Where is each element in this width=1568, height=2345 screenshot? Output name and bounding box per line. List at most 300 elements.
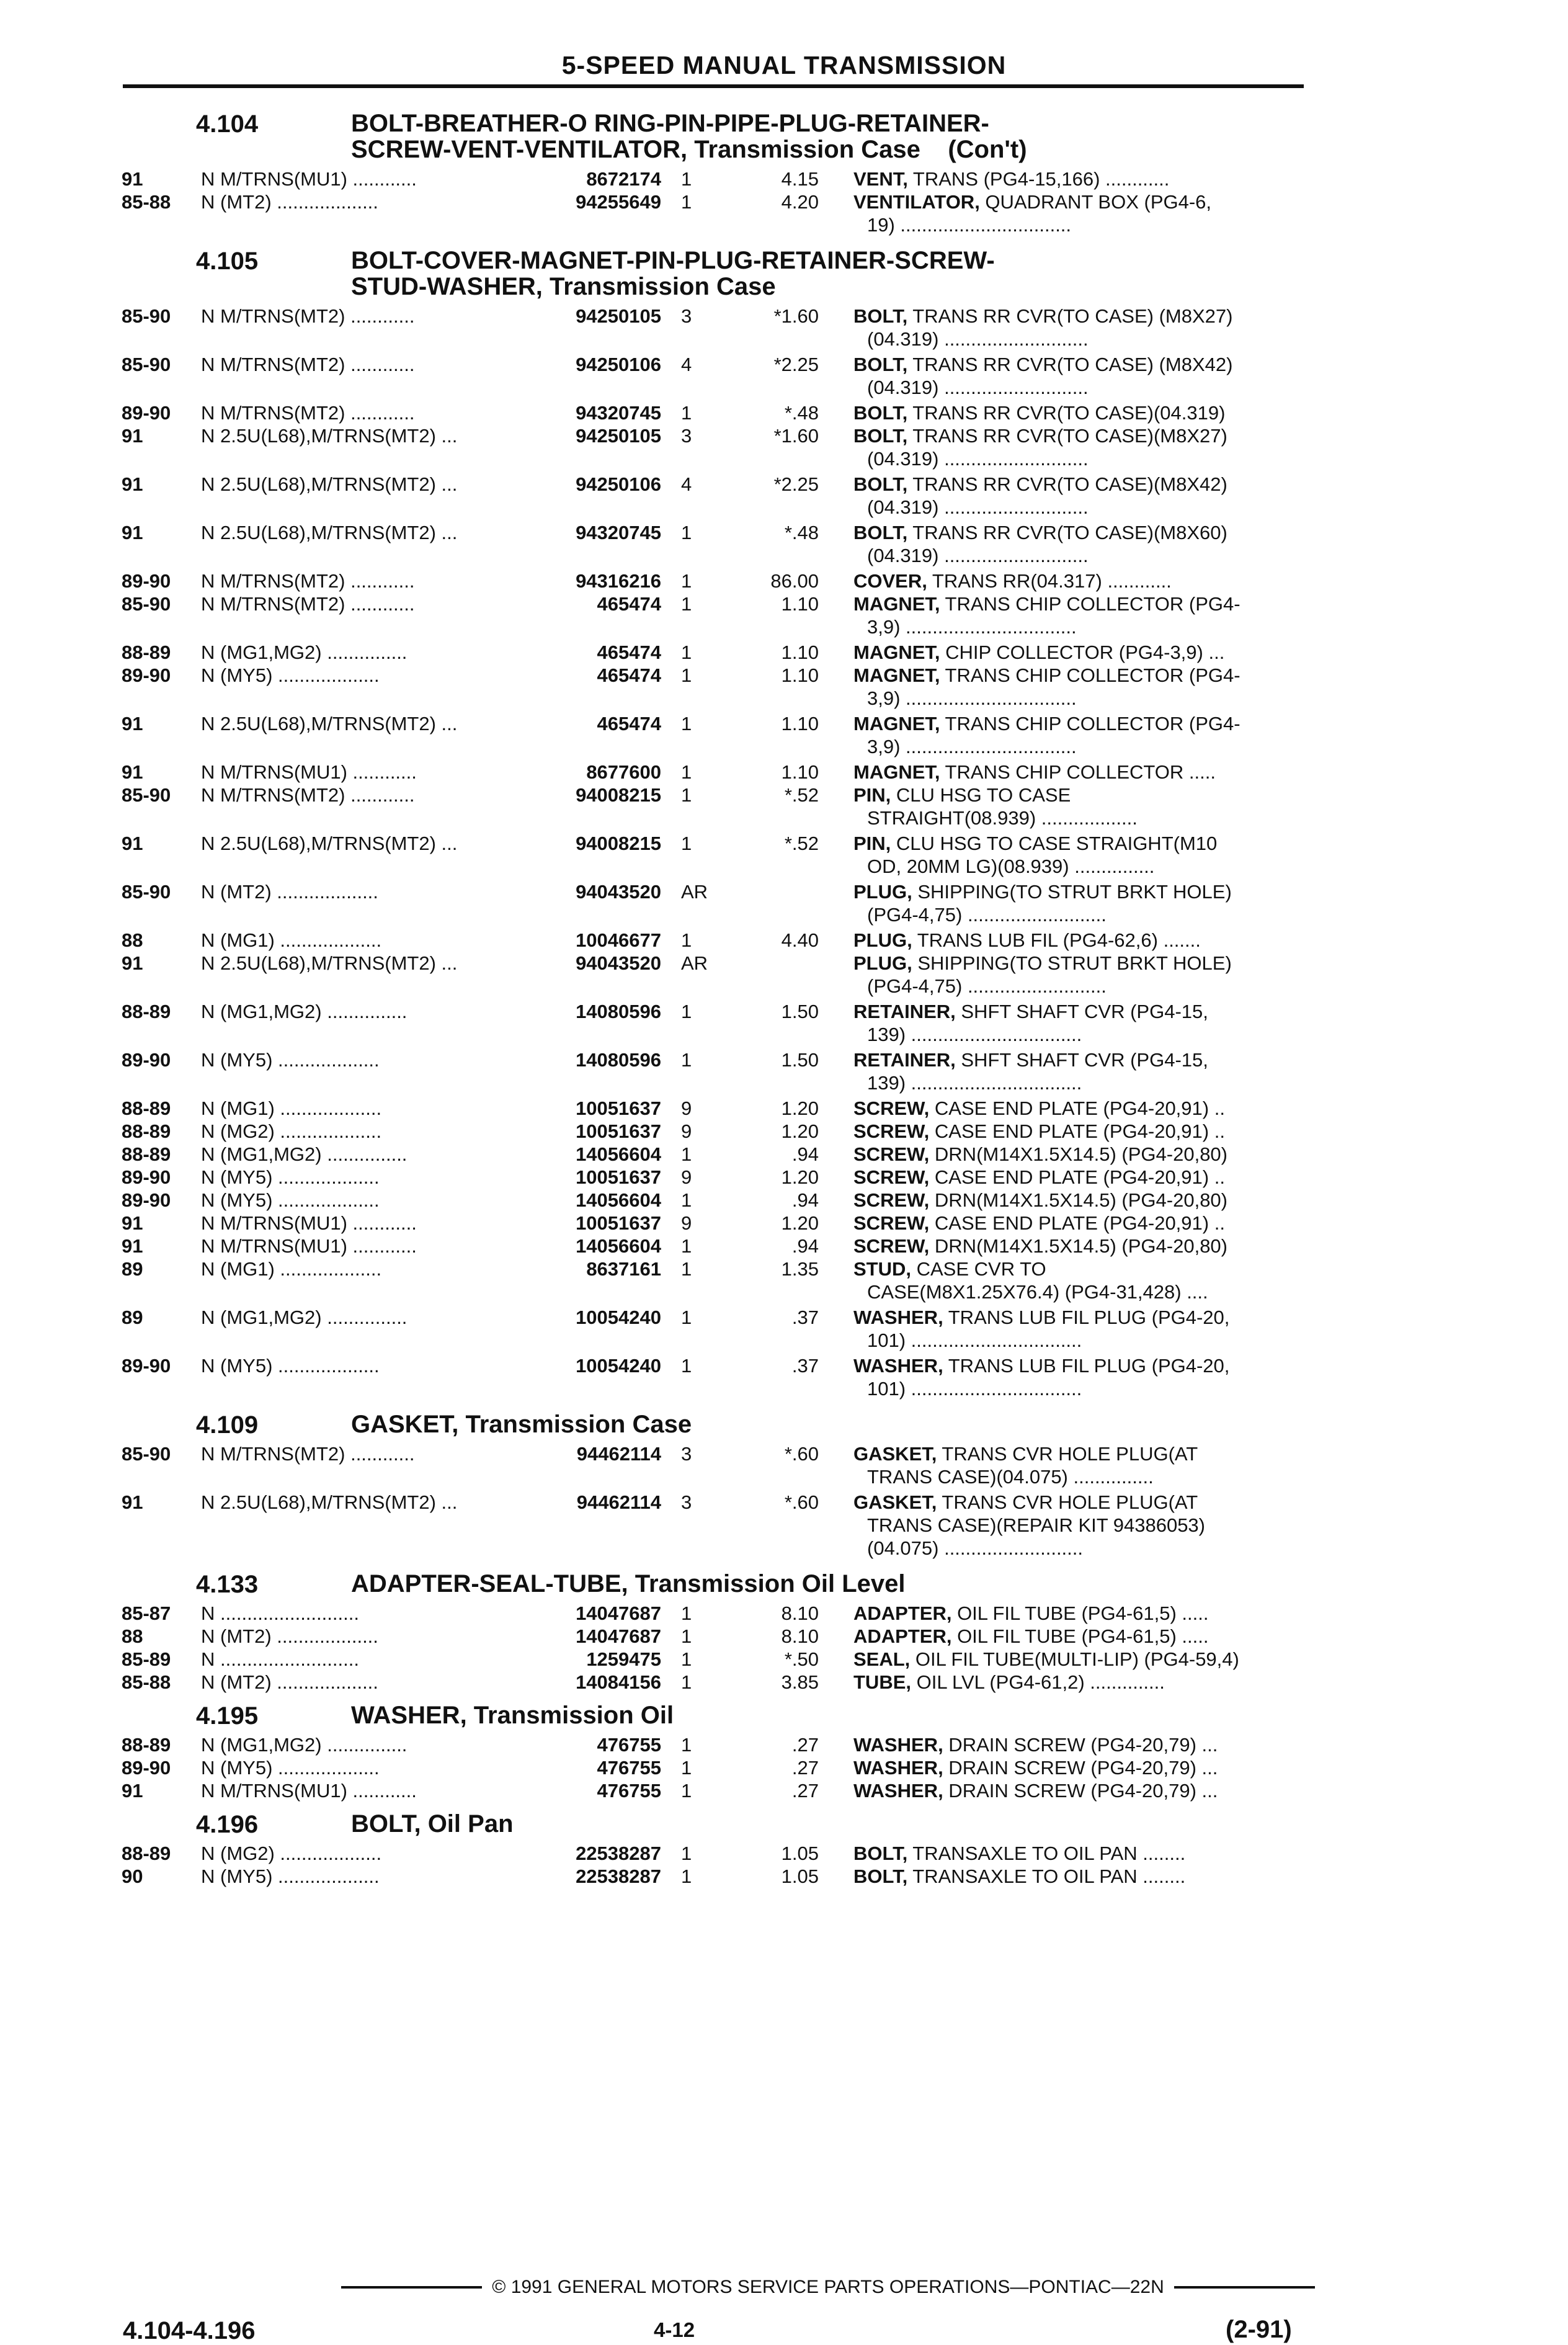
section-title: [351, 1811, 514, 1837]
part-detail: OIL LVL (PG4-61,2) ..............: [911, 1671, 1165, 1693]
part-description: [853, 424, 1306, 470]
part-description: [853, 1491, 1306, 1560]
model-year: 91: [122, 1212, 143, 1234]
quantity: 3: [681, 305, 692, 327]
model-year: 91: [122, 713, 143, 735]
section-title-line: BOLT-BREATHER-O RING-PIN-PIPE-PLUG-RETAINER-: [351, 110, 989, 137]
quantity: 1: [681, 191, 692, 213]
quantity: 1: [681, 1235, 692, 1257]
quantity: 1: [681, 168, 692, 190]
part-number: 10054240: [576, 1306, 661, 1328]
part-detail: SHFT SHAFT CVR (PG4-15,: [955, 1001, 1208, 1022]
price: *.48: [784, 402, 819, 424]
part-number: 476755: [597, 1757, 661, 1779]
part-name: BOLT,: [853, 1842, 908, 1864]
part-detail-continued: 3,9) ................................: [867, 736, 1077, 757]
part-name: BOLT,: [853, 473, 908, 495]
quantity: 1: [681, 1625, 692, 1647]
quantity: 1: [681, 1001, 692, 1022]
model-year: 88-89: [122, 1097, 171, 1119]
model-year: 89-90: [122, 1166, 171, 1188]
price: 1.10: [781, 664, 819, 686]
quantity: 1: [681, 1757, 692, 1779]
usage-description: N (MG1,MG2) ...............: [201, 641, 408, 663]
quantity: 1: [681, 1049, 692, 1071]
model-year: 88-89: [122, 1001, 171, 1022]
copyright-line: [341, 2277, 1315, 2298]
section-title-line: SCREW-VENT-VENTILATOR, Transmission Case (Con't): [351, 136, 1027, 163]
part-name: BOLT,: [853, 522, 908, 543]
part-name: SCREW,: [853, 1166, 930, 1188]
model-year: 88: [122, 929, 143, 951]
footer-range: 4.104-4.196: [123, 2317, 256, 2344]
section-title: [351, 248, 995, 300]
part-name: VENT,: [853, 168, 908, 190]
model-year: 89: [122, 1306, 143, 1328]
part-number: 10051637: [576, 1212, 661, 1234]
quantity: AR: [681, 952, 708, 974]
part-detail-continued: 101) ................................: [867, 1378, 1082, 1400]
quantity: 9: [681, 1120, 692, 1142]
usage-description: N (MG2) ...................: [201, 1842, 382, 1864]
part-number: 14056604: [576, 1235, 661, 1257]
quantity: 1: [681, 570, 692, 592]
part-description: [853, 168, 1306, 190]
part-name: WASHER,: [853, 1355, 943, 1377]
part-detail: DRN(M14X1.5X14.5) (PG4-20,80): [929, 1235, 1227, 1257]
price: *.60: [784, 1491, 819, 1513]
usage-description: N ..........................: [201, 1602, 359, 1624]
part-detail: CASE END PLATE (PG4-20,91) ..: [929, 1166, 1225, 1188]
part-detail: TRANS RR CVR(TO CASE)(M8X60): [907, 522, 1227, 543]
price: .27: [791, 1734, 819, 1756]
part-detail: TRANS CHIP COLLECTOR (PG4-: [940, 664, 1241, 686]
model-year: 91: [122, 1235, 143, 1257]
part-description: [853, 473, 1306, 519]
price: 1.10: [781, 593, 819, 615]
model-year: 91: [122, 761, 143, 783]
part-detail: CASE CVR TO: [911, 1258, 1046, 1280]
part-description: [853, 929, 1306, 952]
quantity: 1: [681, 1189, 692, 1211]
part-detail-continued: 19) ................................: [867, 214, 1072, 236]
usage-description: N 2.5U(L68),M/TRNS(MT2) ...: [201, 833, 458, 854]
price: *2.25: [773, 473, 819, 495]
section-title-line: GASKET, Transmission Case: [351, 1411, 692, 1438]
usage-description: N M/TRNS(MT2) ............: [201, 1443, 415, 1465]
part-name: PIN,: [853, 833, 891, 854]
part-number: 10054240: [576, 1355, 661, 1377]
usage-description: N (MY5) ...................: [201, 1865, 380, 1887]
model-year: 85-90: [122, 1443, 171, 1465]
part-number: 465474: [597, 641, 661, 663]
part-description: [853, 1756, 1306, 1779]
price: .37: [791, 1306, 819, 1328]
part-name: MAGNET,: [853, 593, 940, 615]
part-detail-continued: 3,9) ................................: [867, 616, 1077, 638]
part-number: 14080596: [576, 1001, 661, 1022]
quantity: 1: [681, 1602, 692, 1624]
model-year: 85-90: [122, 354, 171, 375]
usage-description: N ..........................: [201, 1648, 359, 1670]
usage-description: N M/TRNS(MU1) ............: [201, 168, 417, 190]
quantity: 3: [681, 425, 692, 447]
part-detail: TRANS RR CVR(TO CASE) (M8X42): [907, 354, 1233, 375]
part-number: 14084156: [576, 1671, 661, 1693]
model-year: 91: [122, 473, 143, 495]
part-detail: CLU HSG TO CASE STRAIGHT(M10: [891, 833, 1218, 854]
usage-description: N 2.5U(L68),M/TRNS(MT2) ...: [201, 952, 458, 974]
price: *2.25: [773, 354, 819, 375]
part-detail: CASE END PLATE (PG4-20,91) ..: [929, 1120, 1225, 1142]
part-detail: TRANS CHIP COLLECTOR (PG4-: [940, 593, 1241, 615]
model-year: 85-90: [122, 881, 171, 903]
usage-description: N 2.5U(L68),M/TRNS(MT2) ...: [201, 522, 458, 543]
part-detail: TRANS RR CVR(TO CASE)(M8X27): [907, 425, 1227, 447]
part-description: [853, 592, 1306, 638]
part-description: [853, 190, 1306, 236]
usage-description: N (MY5) ...................: [201, 664, 380, 686]
part-detail: TRANS LUB FIL PLUG (PG4-20,: [943, 1306, 1230, 1328]
price: 1.20: [781, 1166, 819, 1188]
footer-rule-left: [341, 2286, 482, 2289]
part-detail: TRANS RR CVR(TO CASE)(M8X42): [907, 473, 1227, 495]
footer-page: 4-12: [654, 2318, 695, 2341]
part-description: [853, 1306, 1306, 1352]
quantity: 1: [681, 1258, 692, 1280]
model-year: 85-90: [122, 784, 171, 806]
model-year: 91: [122, 1491, 143, 1513]
part-number: 94320745: [576, 402, 661, 424]
part-detail: TRANS RR CVR(TO CASE)(04.319): [907, 402, 1226, 424]
part-detail-continued: 3,9) ................................: [867, 687, 1077, 709]
section-title-line: WASHER, Transmission Oil: [351, 1702, 674, 1729]
part-detail: OIL FIL TUBE (PG4-61,5) .....: [951, 1625, 1209, 1647]
price: *1.60: [773, 425, 819, 447]
quantity: 9: [681, 1097, 692, 1119]
part-detail-continued: TRANS CASE)(REPAIR KIT 94386053): [867, 1514, 1205, 1536]
part-description: [853, 521, 1306, 567]
part-description: [853, 570, 1306, 592]
part-name: GASKET,: [853, 1491, 937, 1513]
part-detail: DRAIN SCREW (PG4-20,79) ...: [943, 1780, 1218, 1802]
price: *.52: [784, 784, 819, 806]
part-detail: SHIPPING(TO STRUT BRKT HOLE): [912, 881, 1232, 903]
part-description: [853, 1257, 1306, 1303]
part-detail-continued: (04.319) ...........................: [867, 377, 1089, 398]
part-name: COVER,: [853, 570, 927, 592]
model-year: 89-90: [122, 1049, 171, 1071]
part-name: BOLT,: [853, 425, 908, 447]
usage-description: N M/TRNS(MU1) ............: [201, 1235, 417, 1257]
model-year: 85-88: [122, 1671, 171, 1693]
quantity: 9: [681, 1212, 692, 1234]
part-detail: OIL FIL TUBE(MULTI-LIP) (PG4-59,4): [910, 1648, 1239, 1670]
part-name: BOLT,: [853, 402, 908, 424]
part-number: 10046677: [576, 929, 661, 951]
price: .94: [791, 1143, 819, 1165]
section-title-line: STUD-WASHER, Transmission Case: [351, 273, 776, 300]
section-number: 4.109: [196, 1411, 259, 1439]
quantity: 1: [681, 929, 692, 951]
price: 1.05: [781, 1865, 819, 1887]
model-year: 89-90: [122, 1757, 171, 1779]
part-description: [853, 401, 1306, 424]
part-detail: TRANS (PG4-15,166) ............: [907, 168, 1170, 190]
part-detail: DRAIN SCREW (PG4-20,79) ...: [943, 1757, 1218, 1779]
part-description: [853, 1097, 1306, 1120]
quantity: 1: [681, 664, 692, 686]
quantity: 3: [681, 1491, 692, 1513]
part-detail: TRANS LUB FIL PLUG (PG4-20,: [943, 1355, 1230, 1377]
usage-description: N (MY5) ...................: [201, 1355, 380, 1377]
part-detail-continued: 139) ................................: [867, 1072, 1082, 1094]
usage-description: N M/TRNS(MU1) ............: [201, 761, 417, 783]
price: *.48: [784, 522, 819, 543]
model-year: 91: [122, 425, 143, 447]
part-number: 94255649: [576, 191, 661, 213]
part-description: [853, 712, 1306, 758]
part-detail-continued: (04.319) ...........................: [867, 328, 1089, 350]
part-name: WASHER,: [853, 1780, 943, 1802]
part-name: MAGNET,: [853, 713, 940, 735]
quantity: 4: [681, 473, 692, 495]
part-name: SEAL,: [853, 1648, 911, 1670]
part-description: [853, 1671, 1306, 1694]
part-detail: SHIPPING(TO STRUT BRKT HOLE): [912, 952, 1232, 974]
part-number: 14080596: [576, 1049, 661, 1071]
part-detail-continued: (PG4-4,75) ..........................: [867, 904, 1107, 926]
part-name: PLUG,: [853, 881, 912, 903]
section-number: 4.133: [196, 1571, 259, 1598]
part-description: [853, 1143, 1306, 1166]
part-detail-continued: (04.319) ...........................: [867, 448, 1089, 470]
usage-description: N (MT2) ...................: [201, 191, 378, 213]
usage-description: N 2.5U(L68),M/TRNS(MT2) ...: [201, 425, 458, 447]
usage-description: N (MG2) ...................: [201, 1120, 382, 1142]
model-year: 90: [122, 1865, 143, 1887]
price: 3.85: [781, 1671, 819, 1693]
price: 1.20: [781, 1097, 819, 1119]
usage-description: N (MT2) ...................: [201, 1625, 378, 1647]
section-title: [351, 1571, 906, 1597]
price: *1.60: [773, 305, 819, 327]
usage-description: N (MG1,MG2) ...............: [201, 1306, 408, 1328]
part-description: [853, 1625, 1306, 1648]
usage-description: N (MT2) ...................: [201, 881, 378, 903]
part-detail-continued: (04.075) ..........................: [867, 1537, 1084, 1559]
part-name: WASHER,: [853, 1757, 943, 1779]
usage-description: N M/TRNS(MT2) ............: [201, 593, 415, 615]
price: 1.35: [781, 1258, 819, 1280]
model-year: 85-87: [122, 1602, 171, 1624]
part-name: WASHER,: [853, 1734, 943, 1756]
quantity: 1: [681, 1671, 692, 1693]
usage-description: N (MY5) ...................: [201, 1049, 380, 1071]
quantity: 1: [681, 1734, 692, 1756]
price: 1.05: [781, 1842, 819, 1864]
quantity: 1: [681, 1143, 692, 1165]
part-number: 94462114: [576, 1443, 661, 1465]
part-name: TUBE,: [853, 1671, 911, 1693]
part-name: BOLT,: [853, 354, 908, 375]
header-rule: [123, 84, 1304, 88]
model-year: 89-90: [122, 1355, 171, 1377]
price: 4.15: [781, 168, 819, 190]
quantity: AR: [681, 881, 708, 903]
part-description: [853, 1779, 1306, 1802]
model-year: 89-90: [122, 570, 171, 592]
part-detail: SHFT SHAFT CVR (PG4-15,: [955, 1049, 1208, 1071]
part-name: WASHER,: [853, 1306, 943, 1328]
part-name: RETAINER,: [853, 1001, 956, 1022]
quantity: 1: [681, 833, 692, 854]
section-title: [351, 1702, 674, 1728]
price: 1.50: [781, 1001, 819, 1022]
part-number: 10051637: [576, 1097, 661, 1119]
part-description: [853, 1602, 1306, 1625]
part-number: 22538287: [576, 1842, 661, 1864]
part-name: SCREW,: [853, 1143, 930, 1165]
part-number: 465474: [597, 664, 661, 686]
part-detail-continued: 101) ................................: [867, 1329, 1082, 1351]
part-name: BOLT,: [853, 1865, 908, 1887]
footer-date: (2-91): [1226, 2316, 1292, 2343]
part-number: 94316216: [576, 570, 661, 592]
usage-description: N 2.5U(L68),M/TRNS(MT2) ...: [201, 1491, 458, 1513]
quantity: 1: [681, 1780, 692, 1802]
quantity: 1: [681, 522, 692, 543]
page-title: 5-SPEED MANUAL TRANSMISSION: [561, 51, 1007, 79]
part-description: [853, 641, 1306, 664]
part-detail: TRANS RR(04.317) ............: [927, 570, 1172, 592]
part-name: SCREW,: [853, 1189, 930, 1211]
part-detail-continued: (04.319) ...........................: [867, 545, 1089, 566]
usage-description: N (MY5) ...................: [201, 1757, 380, 1779]
section-title: [351, 110, 1027, 163]
quantity: 9: [681, 1166, 692, 1188]
part-detail: TRANS RR CVR(TO CASE) (M8X27): [907, 305, 1233, 327]
part-description: [853, 1648, 1306, 1671]
quantity: 1: [681, 593, 692, 615]
part-detail-continued: 139) ................................: [867, 1024, 1082, 1045]
part-detail: OIL FIL TUBE (PG4-61,5) .....: [951, 1602, 1209, 1624]
part-number: 8672174: [586, 168, 661, 190]
part-detail: TRANS CVR HOLE PLUG(AT: [937, 1491, 1198, 1513]
section-number: 4.195: [196, 1702, 259, 1730]
price: 1.10: [781, 761, 819, 783]
price: .94: [791, 1235, 819, 1257]
quantity: 1: [681, 1306, 692, 1328]
price: *.50: [784, 1648, 819, 1670]
usage-description: N M/TRNS(MU1) ............: [201, 1212, 417, 1234]
part-name: MAGNET,: [853, 761, 940, 783]
model-year: 89-90: [122, 1189, 171, 1211]
model-year: 89: [122, 1258, 143, 1280]
price: .37: [791, 1355, 819, 1377]
part-description: [853, 880, 1306, 926]
price: .27: [791, 1757, 819, 1779]
usage-description: N (MT2) ...................: [201, 1671, 378, 1693]
part-detail-continued: STRAIGHT(08.939) ..................: [867, 807, 1138, 829]
part-detail: CLU HSG TO CASE: [891, 784, 1071, 806]
model-year: 88-89: [122, 1842, 171, 1864]
part-description: [853, 761, 1306, 784]
section-title: [351, 1411, 692, 1437]
part-number: 94250106: [576, 473, 661, 495]
part-number: 10051637: [576, 1120, 661, 1142]
quantity: 4: [681, 354, 692, 375]
quantity: 1: [681, 641, 692, 663]
model-year: 89-90: [122, 402, 171, 424]
section-number: 4.104: [196, 110, 259, 138]
part-number: 476755: [597, 1734, 661, 1756]
part-description: [853, 832, 1306, 878]
usage-description: N (MG1,MG2) ...............: [201, 1143, 408, 1165]
part-detail: TRANS CHIP COLLECTOR .....: [940, 761, 1216, 783]
part-name: RETAINER,: [853, 1049, 956, 1071]
part-detail: DRAIN SCREW (PG4-20,79) ...: [943, 1734, 1218, 1756]
model-year: 85-90: [122, 593, 171, 615]
usage-description: N (MG1) ...................: [201, 1097, 382, 1119]
model-year: 88-89: [122, 1734, 171, 1756]
quantity: 3: [681, 1443, 692, 1465]
quantity: 1: [681, 1648, 692, 1670]
part-name: BOLT,: [853, 305, 908, 327]
model-year: 88-89: [122, 1120, 171, 1142]
price: 4.40: [781, 929, 819, 951]
part-number: 94250106: [576, 354, 661, 375]
part-detail: TRANSAXLE TO OIL PAN ........: [907, 1865, 1186, 1887]
usage-description: N (MG1,MG2) ...............: [201, 1001, 408, 1022]
part-description: [853, 1166, 1306, 1189]
usage-description: N M/TRNS(MU1) ............: [201, 1780, 417, 1802]
part-description: [853, 1842, 1306, 1865]
usage-description: N M/TRNS(MT2) ............: [201, 305, 415, 327]
part-description: [853, 1235, 1306, 1257]
part-name: PLUG,: [853, 952, 912, 974]
usage-description: N M/TRNS(MT2) ............: [201, 354, 415, 375]
part-name: SCREW,: [853, 1235, 930, 1257]
part-name: SCREW,: [853, 1097, 930, 1119]
model-year: 91: [122, 168, 143, 190]
usage-description: N M/TRNS(MT2) ............: [201, 784, 415, 806]
part-number: 14047687: [576, 1602, 661, 1624]
part-description: [853, 1120, 1306, 1143]
usage-description: N 2.5U(L68),M/TRNS(MT2) ...: [201, 713, 458, 735]
part-name: PLUG,: [853, 929, 912, 951]
price: 8.10: [781, 1602, 819, 1624]
part-description: [853, 353, 1306, 399]
price: .27: [791, 1780, 819, 1802]
usage-description: N M/TRNS(MT2) ............: [201, 570, 415, 592]
model-year: 85-88: [122, 191, 171, 213]
usage-description: N (MG1) ...................: [201, 929, 382, 951]
part-detail: TRANS CHIP COLLECTOR (PG4-: [940, 713, 1241, 735]
quantity: 1: [681, 402, 692, 424]
price: 1.10: [781, 713, 819, 735]
part-number: 10051637: [576, 1166, 661, 1188]
part-number: 94250105: [576, 305, 661, 327]
part-description: [853, 1000, 1306, 1046]
part-number: 14056604: [576, 1143, 661, 1165]
section-number: 4.196: [196, 1811, 259, 1838]
section-title-line: ADAPTER-SEAL-TUBE, Transmission Oil Level: [351, 1570, 906, 1597]
model-year: 89-90: [122, 664, 171, 686]
model-year: 85-89: [122, 1648, 171, 1670]
part-detail: TRANS LUB FIL (PG4-62,6) .......: [912, 929, 1201, 951]
section-number: 4.105: [196, 248, 259, 275]
